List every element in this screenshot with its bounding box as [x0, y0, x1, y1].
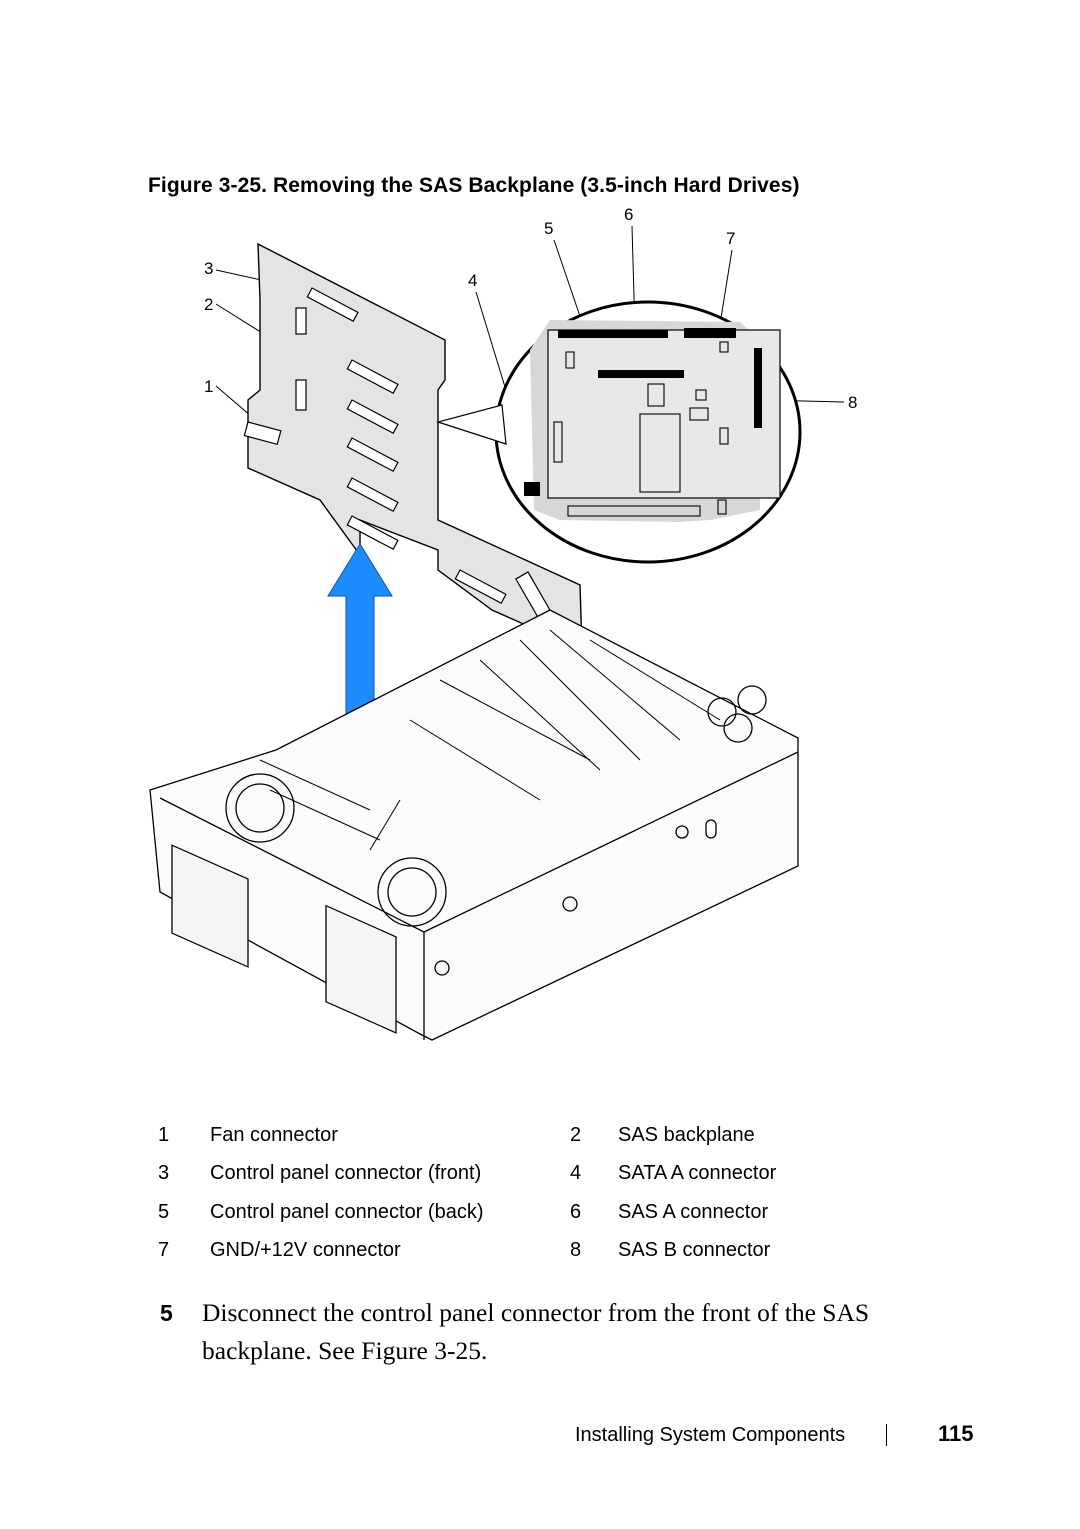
- legend-row: [150, 1155, 850, 1194]
- footer-section-title: Installing System Components: [575, 1424, 846, 1446]
- legend-number: 7: [158, 1239, 170, 1262]
- callout-3: 3: [204, 259, 214, 278]
- figure-label: Figure 3-25.: [148, 174, 268, 197]
- figure-caption: [148, 174, 800, 198]
- legend-number: 1: [158, 1123, 170, 1146]
- callout-6: 6: [624, 205, 634, 224]
- callout-5: 5: [544, 219, 554, 238]
- legend-number: 8: [570, 1239, 582, 1262]
- legend-row: [150, 1193, 850, 1232]
- legend-number: 3: [158, 1162, 170, 1185]
- legend-label: Control panel connector (back): [210, 1200, 484, 1223]
- figure-illustration: [120, 200, 880, 1080]
- callout-8: 8: [848, 393, 858, 412]
- legend-number: 6: [570, 1200, 582, 1223]
- callout-7: 7: [726, 229, 736, 248]
- figure-title: Removing the SAS Backplane (3.5-inch Hard Drives): [273, 174, 800, 197]
- legend-label: SAS B connector: [618, 1239, 771, 1262]
- callout-2: 2: [204, 295, 214, 314]
- callout-4: 4: [468, 271, 478, 290]
- legend-label: SATA A connector: [618, 1162, 777, 1185]
- step-number: 5: [160, 1300, 173, 1326]
- legend-number: 5: [158, 1200, 170, 1223]
- step-text: Disconnect the control panel connector from the front of the SAS backplane. See Figure 3-25.: [202, 1298, 870, 1365]
- server-chassis: [150, 610, 798, 1040]
- footer-divider: [886, 1424, 887, 1446]
- legend-number: 2: [570, 1123, 582, 1146]
- legend-row: [150, 1232, 850, 1271]
- legend-label: Fan connector: [210, 1123, 338, 1146]
- magnified-detail: [438, 300, 800, 562]
- legend-label: Control panel connector (front): [210, 1162, 482, 1185]
- legend-row: [150, 1116, 850, 1155]
- legend-label: SAS backplane: [618, 1123, 755, 1146]
- legend-number: 4: [570, 1162, 582, 1185]
- legend-label: GND/+12V connector: [210, 1239, 401, 1262]
- page-number: 115: [938, 1421, 974, 1446]
- figure-legend: [150, 1116, 850, 1270]
- callout-1: 1: [204, 377, 214, 396]
- legend-label: SAS A connector: [618, 1200, 769, 1223]
